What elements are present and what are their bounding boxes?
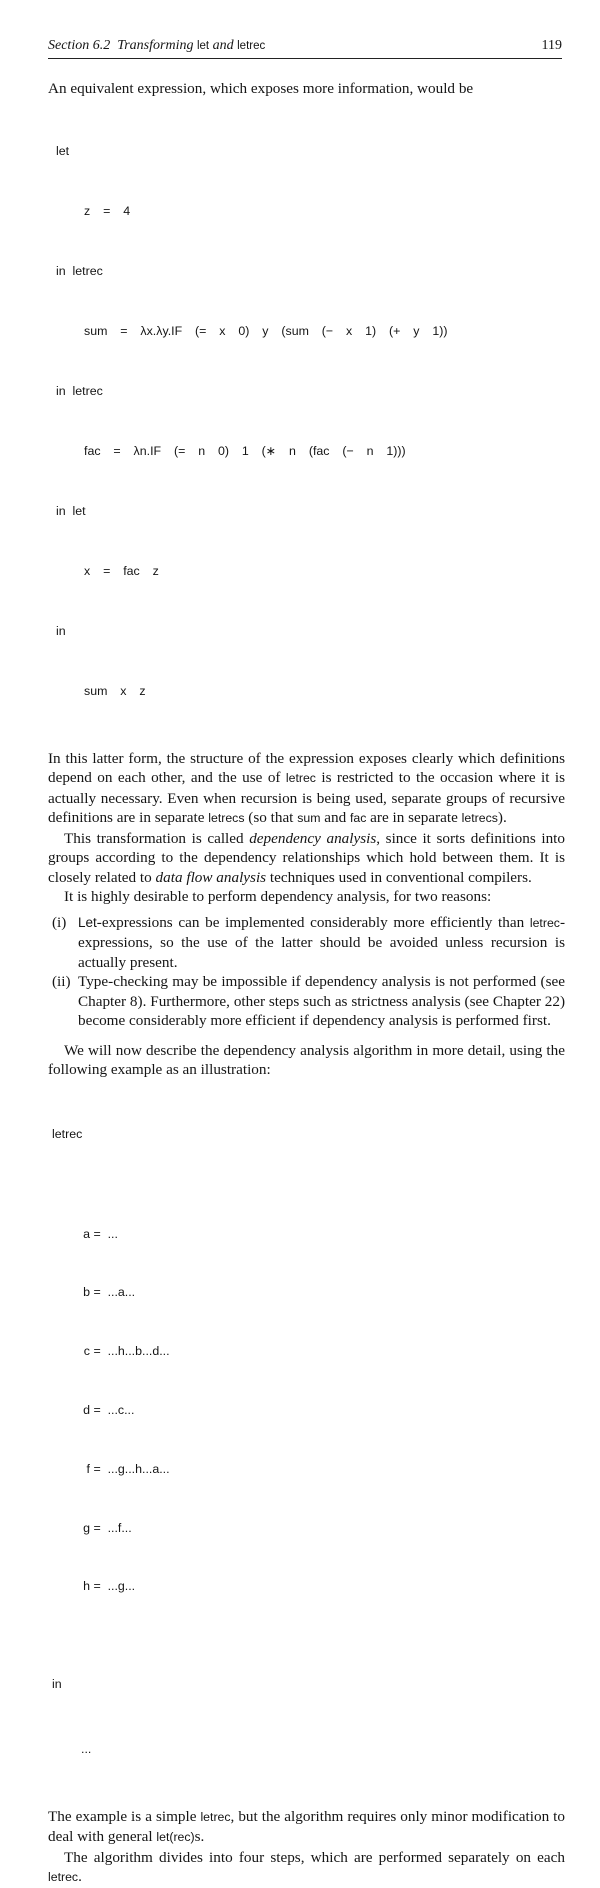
keyword: letrec	[48, 1870, 79, 1885]
def-body: ...h...b...d...	[107, 1344, 170, 1359]
code-keyword: in	[52, 1677, 62, 1692]
text: This transformation is called	[64, 829, 250, 847]
def-body: ...f...	[107, 1520, 132, 1535]
text: are in separate	[366, 809, 462, 826]
text: ).	[497, 809, 507, 826]
code-block-example	[48, 1086, 565, 1799]
code-line	[48, 441, 565, 461]
example-body: ...	[81, 1742, 92, 1757]
paragraph-latter-form	[48, 749, 565, 829]
text: (so that	[244, 809, 298, 826]
code-line	[48, 381, 565, 401]
code-keyword: in let	[56, 503, 86, 518]
def-body: ...a...	[107, 1285, 136, 1300]
code-line	[48, 141, 565, 161]
reasons-list	[48, 913, 565, 1031]
code-line	[48, 201, 565, 221]
code-keyword: in letrec	[56, 383, 103, 398]
code-line	[48, 561, 565, 581]
keyword: letrec	[285, 771, 316, 785]
def-body: ...g...h...a...	[107, 1461, 170, 1476]
section-title-word: Transforming	[117, 38, 194, 53]
def-name: h	[83, 1579, 90, 1594]
example-def: a = ...	[76, 1225, 565, 1245]
section-title	[48, 38, 265, 54]
code-definition: z = 4	[84, 203, 131, 218]
running-header	[48, 36, 562, 59]
code-keyword: letrec	[52, 1126, 83, 1141]
example-def: g = ...f...	[76, 1519, 565, 1539]
paragraph-simple-letrec	[48, 1807, 565, 1848]
paragraph-dependency-analysis	[48, 829, 565, 888]
code-definition: sum x z	[84, 683, 146, 698]
code-definition: x = fac z	[84, 563, 159, 578]
paragraph-two-reasons: It is highly desirable to perform dependency analysis, for two reasons:	[64, 888, 492, 905]
list-label: (i)	[52, 913, 67, 931]
text: In this latter form, the structure of the expression exposes clearly which definitions depend on each other, and the use of	[48, 749, 565, 786]
example-def: c = ...h...b...d...	[76, 1342, 565, 1362]
example-def: b = ...a...	[76, 1283, 565, 1303]
intro-sentence: An equivalent expression, which exposes more information, would be	[48, 80, 474, 97]
text: and	[320, 809, 350, 826]
code-keyword: in	[56, 623, 66, 638]
text: , but the algorithm requires only minor modification to deal with general	[48, 1807, 565, 1846]
text: is restricted to the occasion where it is actually necessary. Even when recursion is being used, separate groups of recursive definitions are in separate	[48, 769, 565, 826]
keyword: sum	[297, 811, 321, 825]
code-line	[48, 321, 565, 341]
def-name: a	[83, 1226, 90, 1241]
list-label: (ii)	[52, 973, 71, 990]
def-name: f	[86, 1461, 90, 1476]
def-body: ...g...	[107, 1579, 136, 1594]
text: s.	[194, 1828, 205, 1846]
code-line	[48, 261, 565, 281]
code-definition: fac = λn.IF (= n 0) 1 (∗ n (fac (− n 1)))	[84, 443, 406, 458]
def-name: g	[83, 1520, 90, 1535]
example-def: f = ...g...h...a...	[76, 1460, 565, 1480]
keyword: Let	[78, 914, 97, 930]
code-line	[48, 621, 565, 641]
def-body: ...c...	[107, 1403, 135, 1417]
reason-item	[48, 972, 565, 1031]
code-keyword: in letrec	[56, 263, 103, 278]
text: Type-checking may be impossible if dependency analysis is not performed (see Chapter 8). Furthermore, other steps such as strictness analysis (see Chapter 22) become considerably more efficient if dependency analysis is performed first.	[78, 973, 565, 1029]
reason-item	[48, 913, 565, 973]
text: .	[78, 1868, 82, 1886]
text: -expressions, so the use of the latter should be avoided unless recursion is actually present.	[78, 913, 565, 971]
keyword-let: let	[196, 40, 210, 52]
section-number: Section 6.2	[48, 38, 111, 53]
code-keyword: let	[56, 143, 70, 158]
def-name: d	[83, 1403, 90, 1417]
keyword: letrec	[529, 915, 560, 930]
def-name: b	[83, 1285, 90, 1300]
text: techniques used in conventional compilers.	[266, 868, 532, 886]
text: -expressions can be implemented considerably more efficiently than	[96, 913, 530, 931]
example-def: d = ...c...	[76, 1401, 565, 1421]
keyword: letrecs	[208, 811, 245, 825]
text: , since it sorts definitions into groups according to the dependency relationships which hold between them. It is closely related to	[48, 829, 565, 886]
keyword: letrecs	[461, 811, 498, 825]
code-line	[48, 681, 565, 701]
code-block-transformed	[48, 101, 565, 741]
book-page	[48, 0, 565, 1888]
keyword: let(rec)	[156, 1830, 195, 1845]
page-number: 119	[541, 38, 562, 53]
section-title-and: and	[212, 38, 234, 53]
term-dependency-analysis: dependency analysis	[249, 829, 377, 847]
code-line	[48, 501, 565, 521]
paragraph-four-steps	[48, 1848, 565, 1888]
keyword: letrec	[200, 1809, 231, 1824]
text: The example is a simple	[48, 1807, 201, 1825]
code-definition: sum = λx.λy.IF (= x 0) y (sum (− x 1) (+ y 1))	[84, 323, 448, 338]
def-name: c	[83, 1344, 90, 1359]
paragraph-algorithm-intro: We will now describe the dependency analysis algorithm in more detail, using the following example as an illustration:	[48, 1041, 565, 1078]
term-data-flow-analysis: data flow analysis	[155, 868, 267, 886]
keyword-letrec: letrec	[237, 40, 266, 52]
example-definitions	[48, 1185, 565, 1636]
keyword: fac	[349, 811, 367, 825]
text: The algorithm divides into four steps, which are performed separately on each	[64, 1848, 565, 1866]
def-body: ...	[107, 1226, 118, 1241]
example-def: h = ...g...	[76, 1577, 565, 1597]
